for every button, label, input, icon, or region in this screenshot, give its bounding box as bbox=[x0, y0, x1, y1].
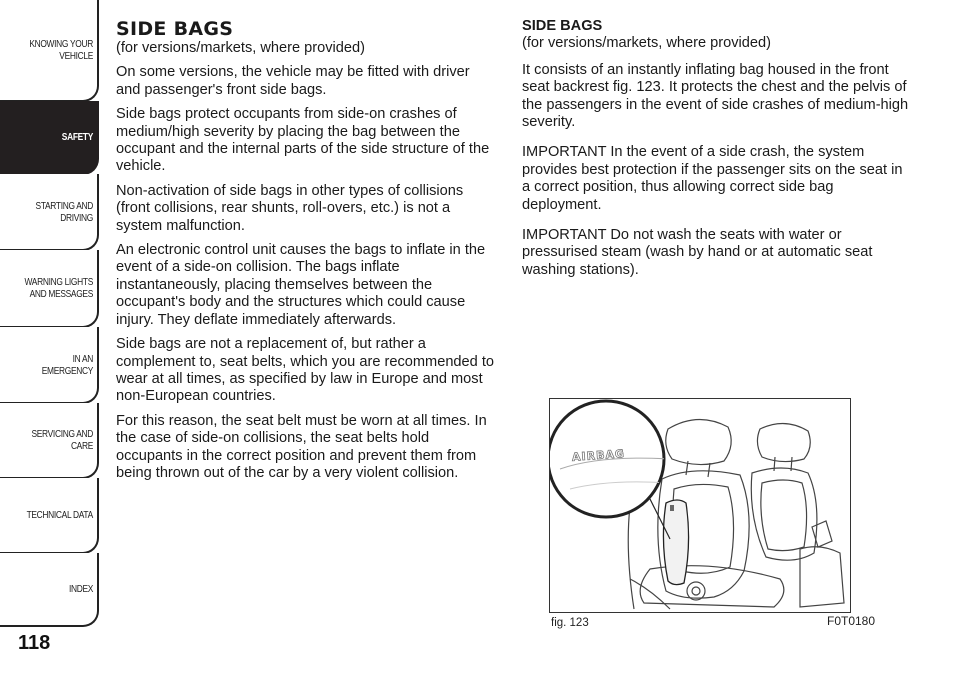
tab-label: WARNING LIGHTS AND MESSAGES bbox=[24, 276, 94, 300]
tab-technical-data[interactable] bbox=[0, 478, 99, 554]
subsection-subheading: (for versions/markets, where provided) bbox=[522, 35, 771, 52]
tab-label: SERVICING AND CARE bbox=[31, 428, 93, 452]
figure-label: fig. 123 bbox=[551, 617, 589, 629]
tab-label: TECHNICAL DATA bbox=[26, 509, 93, 521]
section-heading: SIDE BAGS bbox=[116, 18, 234, 40]
tab-knowing-your-vehicle[interactable] bbox=[0, 0, 99, 102]
paragraph: Side bags are not a replacement of, but rather a complement to, seat belts, which you are recommended to wear at all times, as specified by law in Europe and most non-European countries. bbox=[116, 336, 495, 405]
chapter-tabs bbox=[0, 0, 100, 620]
tab-label: STARTING AND DRIVING bbox=[35, 199, 93, 224]
paragraph: IMPORTANT In the event of a side crash, the system provides best protection if the passenger sits on the seat in a correct position, thus allowing correct side bag deployment. bbox=[522, 144, 903, 213]
tab-servicing-and-care[interactable] bbox=[0, 403, 99, 479]
section-subheading: (for versions/markets, where provided) bbox=[116, 40, 365, 56]
tab-label: INDEX bbox=[68, 583, 93, 595]
seat-illustration bbox=[550, 399, 850, 612]
paragraph: On some versions, the vehicle may be fitted with driver and passenger's front side bags. bbox=[116, 64, 470, 98]
left-column bbox=[116, 18, 496, 489]
paragraph: It consists of an instantly inflating bag housed in the front seat backrest fig. 123. It protects the chest and the pelvis of the passengers in the event of side crashes of medium-high severity. bbox=[522, 61, 909, 131]
paragraph: Non-activation of side bags in other types of collisions (front collisions, rear shunts, roll-overs, etc.) is not a system malfunction. bbox=[116, 182, 464, 234]
figure-code: F0T0180 bbox=[827, 614, 876, 628]
paragraph: IMPORTANT Do not wash the seats with water or pressurised steam (wash by hand or at automatic seat washing stations). bbox=[522, 227, 873, 278]
paragraph: Side bags protect occupants from side-on crashes of medium/high severity by placing the bag between the occupant and the internal parts of the side structure of the vehicle. bbox=[116, 106, 490, 175]
tab-label: KNOWING YOUR VEHICLE bbox=[29, 38, 93, 62]
paragraph: An electronic control unit causes the bags to inflate in the event of a side-on collision. The bags inflate instantaneously, placing themselves between the occupant's body and the structures which could cause injury. They deflate immediately afterwards. bbox=[116, 242, 486, 328]
airbag-label: AIRBAG bbox=[571, 447, 626, 464]
tab-warning-lights[interactable] bbox=[0, 250, 99, 328]
subsection-heading: SIDE BAGS bbox=[522, 18, 603, 34]
page-number: 118 bbox=[18, 632, 51, 654]
tab-starting-and-driving[interactable] bbox=[0, 174, 99, 251]
right-column bbox=[522, 18, 912, 292]
figure-seat-side-bag bbox=[549, 398, 851, 613]
tab-label: SAFETY bbox=[61, 131, 93, 143]
paragraph: For this reason, the seat belt must be worn at all times. In the case of side-on collisions, the seat belts hold occupants in the correct position and prevent them from being thrown out of the car by a very violent collision. bbox=[116, 412, 487, 481]
tab-label: IN AN EMERGENCY bbox=[41, 352, 93, 377]
tab-index[interactable] bbox=[0, 553, 99, 627]
tab-safety[interactable] bbox=[0, 101, 99, 175]
tab-in-an-emergency[interactable] bbox=[0, 327, 99, 404]
